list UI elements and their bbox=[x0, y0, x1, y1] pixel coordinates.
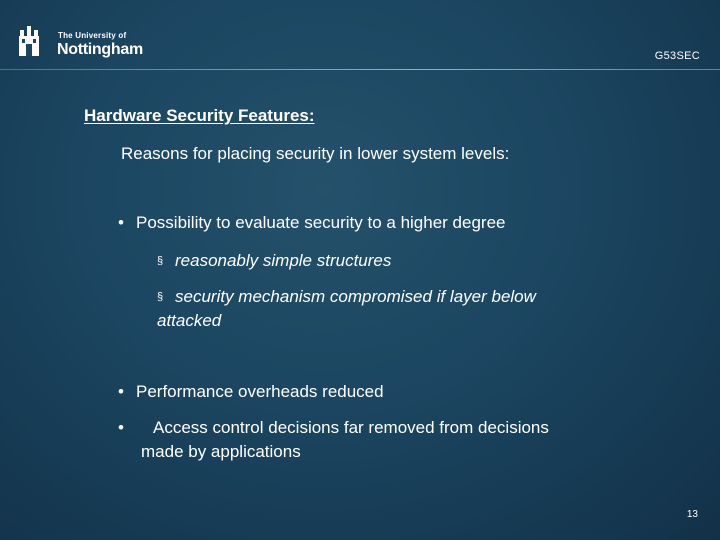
sub-bullet-item bbox=[157, 287, 536, 307]
bullet-marker: • bbox=[118, 213, 124, 232]
logo-text-university-of: The University of bbox=[58, 31, 127, 40]
university-logo bbox=[18, 24, 143, 64]
bullet-item bbox=[118, 418, 549, 438]
bullet-text-line2: made by applications bbox=[141, 442, 301, 461]
course-code: G53SEC bbox=[654, 50, 700, 62]
sub-bullet-text-line2: attacked bbox=[157, 311, 222, 330]
castle-crest-icon bbox=[18, 26, 40, 60]
bullet-continuation bbox=[141, 442, 301, 462]
bullet-text-line1: Access control decisions far removed from decisions bbox=[153, 418, 549, 437]
sub-bullet-text-line1: security mechanism compromised if layer below bbox=[175, 287, 536, 306]
bullet-marker: • bbox=[118, 418, 124, 437]
sub-bullet-item bbox=[157, 251, 391, 271]
bullet-item bbox=[118, 382, 384, 402]
sub-bullet-text: reasonably simple structures bbox=[175, 251, 392, 270]
sub-bullet-marker: § bbox=[157, 291, 164, 303]
logo-text-nottingham: Nottingham bbox=[57, 41, 143, 58]
sub-bullet-continuation bbox=[157, 311, 221, 331]
bullet-item bbox=[118, 213, 505, 233]
slide-subtitle: Reasons for placing security in lower system levels: bbox=[121, 144, 510, 163]
slide-title: Hardware Security Features: bbox=[84, 106, 315, 125]
bullet-marker: • bbox=[118, 382, 124, 401]
slide-header bbox=[0, 0, 720, 80]
bullet-text: Performance overheads reduced bbox=[136, 382, 384, 401]
sub-bullet-marker: § bbox=[157, 255, 164, 267]
header-divider bbox=[0, 69, 720, 70]
page-number: 13 bbox=[686, 509, 698, 520]
bullet-text: Possibility to evaluate security to a higher degree bbox=[136, 213, 506, 232]
